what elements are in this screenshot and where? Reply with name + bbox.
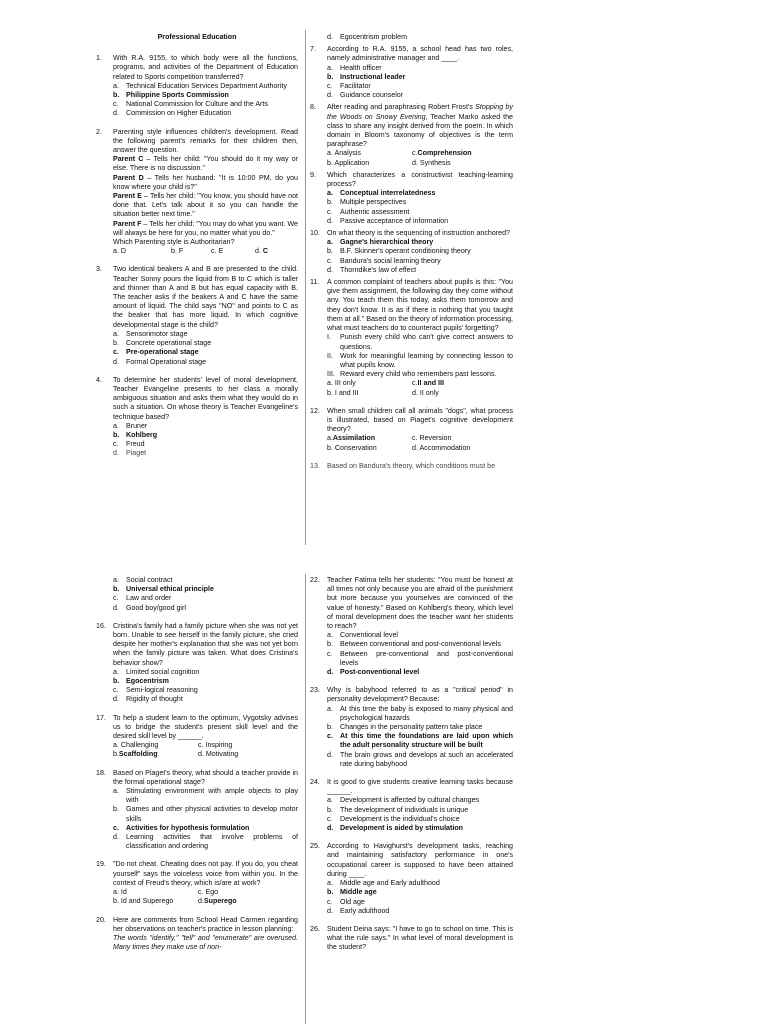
question-stem: A common complaint of teachers about pupils is this: "You give them assignment, the following day they come without any. You teach them this today, asks them tomorrow and they don't know. It is as if there is nothing that you taught them at all." Based on the theory of information processing, what must teachers do to counteract pupils' forgetting? xyxy=(327,278,513,333)
question-19: 19. "Do not cheat. Cheating does not pay. If you do, you cheat yourself" says the voiceless voice from within you. In the context of Freud's theory, which is/are at work? a. Id c. Ego b. Id and Superego d. Superego xyxy=(96,860,298,906)
option-d: d. Post-conventional level xyxy=(327,668,420,677)
question-stem: Which characterizes a constructivist teaching-learning process? xyxy=(327,170,513,189)
option-a: a. Development is affected by cultural changes xyxy=(327,796,480,805)
question-stem: Two identical beakers A and B are presented to the child. Teacher Sonny pours the liquid from B to C which is taller and thinner than A and B but has equal capacity with B. The teacher asks if the beakers A and C have the same amount of liquid. The child says "NO" and points to C as the beaker that has more liquid. In which cognitive developmental stage is the child? xyxy=(113,265,298,329)
column-divider xyxy=(305,30,306,545)
question-4: 4. To determine her students' level of moral development, Teacher Evangeline presents to her class a morally ambiguous situation and asks them what they would do in such a situation. On whose theory is Teacher Evangeline's technique based? a. Bruner b. Kohlberg c. Freud d. Piaget xyxy=(96,375,298,458)
question-12: 12. When small children call all animals "dogs", what process is illustrated, based on Piaget's cognitive development theory? a. Assimilation c. Reversion b. Conservation d. Accommodation xyxy=(310,406,513,452)
question-stem: According to R.A. 9155, a school head has two roles, namely administrative manager and ____. xyxy=(327,45,513,63)
question-prompt: Which Parenting style is Authoritarian? xyxy=(113,238,235,247)
question-1: 1. With R.A. 9155, to which body were all the functions, programs, and activities of the Department of Education related to Sports competition transferred? a. Technical Education Services Department Authority b. Philippine Sports Commission c. National Commission for Culture and the Arts d. Commission on Higher Education xyxy=(96,54,298,118)
question-10: 10. On what theory is the sequencing of instruction anchored? a. Gagne's hierarchical theory b. B.F. Skinner's operant conditioning theory c. Bandura's social learning theory d. Thorndike's law of effect xyxy=(310,229,513,275)
question-stem: Why is babyhood referred to as a "critical period" in personality development? Because: xyxy=(327,686,513,704)
question-8: 8. After reading and paraphrasing Robert Frost's Stopping by the Woods on Snowy Evening, Teacher Marko asked the class to share any insight derived from the poem. In which domain in Bloom's taxonomy of objectives is the term paraphrase? a. Analysis c. Comprehension b. Application d. Synthesis xyxy=(310,103,513,167)
option-a: a. Sensorimotor stage xyxy=(113,329,188,338)
option-d: d. Passive acceptance of information xyxy=(327,216,449,225)
left-column xyxy=(96,576,298,961)
option-a: a. Technical Education Services Department Authority xyxy=(113,81,287,90)
page-gap xyxy=(0,545,768,572)
option-b: b. Kohlberg xyxy=(113,430,158,439)
option-b: b. Egocentrism xyxy=(113,677,169,686)
option-c: c. Law and order xyxy=(113,594,172,603)
column-divider xyxy=(305,574,306,1024)
option-b: b. Changes in the personality pattern take place xyxy=(327,723,483,732)
question-stem: To help a student learn to the optimum, Vygotsky advises us to bridge the student's present skill level and the desired skill level by ______. xyxy=(113,713,298,741)
question-3: 3. Two identical beakers A and B are presented to the child. Teacher Sonny pours the liquid from B to C which is taller and thinner than A and B but has equal capacity with B. The teacher asks if the beakers A and C have the same amount of liquid. The child says "NO" and points to C as the beaker that has more liquid. In which cognitive developmental stage is the child? a. Sensorimotor stage b. Concrete operational stage c. Pre-operational stage d. Formal Operational stage xyxy=(96,265,298,366)
option-d: d. Formal Operational stage xyxy=(113,357,207,366)
question-stem: Cristina's family had a family picture when she was not yet born. Unable to see herself in the family picture, she cried despite her mother's explanation that she was not yet born when the family picture was taken. What does Cristina's behavior show? xyxy=(113,621,298,667)
question-stem: "Do not cheat. Cheating does not pay. If you do, you cheat yourself" says the voiceless voice from within you. In the context of Freud's theory, which is/are at work? xyxy=(113,860,298,887)
question-26: 26. Student Deina says: "I have to go to school on time. This is what the rule says." In what level of moral development is the student? xyxy=(310,924,513,952)
question-2: 2. Parenting style influences children's development. Read the following parent's remarks for their children then, answer the question. Parent C – Tells her child: "You should do it my way or else. There is no discussion." Parent D – Tells her husband: "It is 10:00 PM, do you know where your child is?" Parent E – Tells her child: "You know, you should have not done that. Let's talk about it so you can handle the situation better next time." Parent F – Tells her child: "You may do what you want. We will always be here for you, no matter what you do." Which Parenting style is Authoritarian? a. D b. F c. E d. C xyxy=(96,127,299,256)
option-b: b. Philippine Sports Commission xyxy=(113,91,229,100)
option-b: b. Concrete operational stage xyxy=(113,339,212,348)
question-stem: To determine her students' level of moral development, Teacher Evangeline presents to her class a morally ambiguous situation and asks them what they would do in such a situation. On whose theory is Teacher Evangeline's technique based? xyxy=(113,375,298,421)
option-c: c. National Commission for Culture and the Arts xyxy=(113,100,268,109)
question-15-tail xyxy=(96,576,298,613)
option-c: c. Facilitator xyxy=(327,82,371,91)
question-stem: With R.A. 9155, to which body were all the functions, programs, and activities of the Department of Education related to Sports competition transferred? xyxy=(113,54,298,81)
option-a: a. Conceptual interrelatedness xyxy=(327,189,436,198)
option-d: d. Thorndike's law of effect xyxy=(327,265,417,274)
options-row: b. Scaffolding d. Motivating xyxy=(113,750,239,759)
options-row: a. D b. F c. E d. C xyxy=(113,247,269,256)
question-24: 24. It is good to give students creative learning tasks because ______. a. Development is affected by cultural changes b. The development of individuals is unique c. Development is the individual's choice d. Development is aided by stimulation xyxy=(310,778,513,833)
option-a: a. Gagne's hierarchical theory xyxy=(327,238,434,247)
quoted-comment: The words "identify," "tell" and "enumerate" are overused. Many times they make use of non- xyxy=(113,933,298,952)
question-stem: Based on Piaget's theory, what should a teacher provide in the formal operational stage? xyxy=(113,768,298,786)
parent-d-remark: Parent D – Tells her husband: "It is 10:00 PM, do you know where your child is?" xyxy=(113,173,299,191)
option-b: b. Games and other physical activities to develop motor skills xyxy=(113,805,298,823)
question-22: 22. Teacher Fatima tells her students: "You must be honest at all times not only because you are afraid of the punishment but more because you yourselves are convinced of the value of honesty." Based on Kohlberg's theory, which level of moral development does the teacher want her students to reach? a. Conventional level b. Between conventional and post-conventional levels c. Between pre-conventional and post-conventional levels d. Post-conventional level xyxy=(310,576,513,677)
right-column xyxy=(310,576,513,962)
option-b: b. Multiple perspectives xyxy=(327,198,407,207)
option-c: c. Development is the individual's choice xyxy=(327,814,460,823)
option-d: d. Egocentrism problem xyxy=(327,33,408,41)
option-c: c. Between pre-conventional and post-conventional levels xyxy=(327,649,513,667)
option-c: c. Bandura's social learning theory xyxy=(327,256,441,265)
option-a: a. Limited social cognition xyxy=(113,667,200,676)
options-row: a. Id c. Ego xyxy=(113,888,219,897)
option-b: b. Between conventional and post-conventional levels xyxy=(327,640,501,649)
option-d: d. Piaget xyxy=(113,449,147,458)
option-d: d. Early adulthood xyxy=(327,906,390,915)
option-c: c. At this time the foundations are laid upon which the adult personality structure will be built xyxy=(327,732,513,750)
question-7: 7. According to R.A. 9155, a school head has two roles, namely administrative manager and ____. a. Health officer b. Instructional leader c. Facilitator d. Guidance counselor xyxy=(310,45,513,100)
question-9: 9. Which characterizes a constructivist teaching-learning process? a. Conceptual interrelatedness b. Multiple perspectives c. Authentic assessment d. Passive acceptance of information xyxy=(310,170,513,225)
question-stem: On what theory is the sequencing of instruction anchored? xyxy=(327,229,510,238)
option-d: d. Commission on Higher Education xyxy=(113,109,232,118)
parent-c-remark: Parent C – Tells her child: "You should do it my way or else. There is no discussion." xyxy=(113,155,299,173)
question-17: 17. To help a student learn to the optimum, Vygotsky advises us to bridge the student's present skill level and the desired skill level by ______. a. Challenging c. Inspiring b. Scaffolding d. Motivating xyxy=(96,713,298,759)
question-18: 18. Based on Piaget's theory, what should a teacher provide in the formal operational stage? a. Stimulating environment with ample objects to play with b. Games and other physical activities to develop motor skills c. Activities for hypothesis formulation d. Learning activities that involve problems of classification and ordering xyxy=(96,768,298,851)
option-c: c. Activities for hypothesis formulation xyxy=(113,823,250,832)
option-a: a. Bruner xyxy=(113,421,148,430)
question-16: 16. Cristina's family had a family picture when she was not yet born. Unable to see herself in the family picture, she cried despite her mother's explanation that she was not yet born when the family picture was taken. What does Cristina's behavior show? a. Limited social cognition b. Egocentrism c. Semi-logical reasoning d. Rigidity of thought xyxy=(96,621,298,704)
options-row: b. Application d. Synthesis xyxy=(327,158,451,167)
question-stem: Based on Bandura's theory, which conditions must be xyxy=(327,461,496,470)
options-row: b. Conservation d. Accommodation xyxy=(327,443,471,452)
right-column xyxy=(310,33,513,480)
option-c: c. Authentic assessment xyxy=(327,207,410,216)
parent-f-remark: Parent F – Tells her child: "You may do what you want. We will always be here for you, no matter what you do." xyxy=(113,219,298,237)
option-d: d. Guidance counselor xyxy=(327,91,404,100)
question-23: 23. Why is babyhood referred to as a "critical period" in personality development? Because: a. At this time the baby is exposed to many physical and psychological hazards b. Changes in the personality pattern take place c. At this time the foundations are laid upon which the adult personality structure will be built d. The brain grows and develops at such an accelerated rate during babyhood xyxy=(310,686,513,768)
question-25: 25. According to Havighurst's development tasks, reaching and maintaining satisfactory performance in one's occupational career is supposed to have been attained during ____. a. Middle age and Early adulthood b. Middle age c. Old age d. Early adulthood xyxy=(310,842,513,915)
option-a: a. Conventional level xyxy=(327,631,398,640)
options-row: a. III only c. II and III xyxy=(327,379,444,388)
option-d: d. Good boy/good girl xyxy=(113,603,186,612)
options-row: a. Challenging c. Inspiring xyxy=(113,741,233,750)
question-stem: According to Havighurst's development tasks, reaching and maintaining satisfactory performance in one's occupational career is supposed to have been attained during ____. xyxy=(327,842,513,878)
question-stem: Parenting style influences children's development. Read the following parent's remarks for their children then, answer the question. xyxy=(113,127,298,155)
options-row: a. Analysis c. Comprehension xyxy=(327,149,472,158)
option-b: b. B.F. Skinner's operant conditioning theory xyxy=(327,247,471,256)
page-title: Professional Education xyxy=(157,33,237,41)
option-c: c. Semi-logical reasoning xyxy=(113,686,198,695)
options-row: b. Id and Superego d. Superego xyxy=(113,897,237,906)
question-stem: Student Deina says: "I have to go to school on time. This is what the rule says." In what level of moral development is the student? xyxy=(327,924,513,952)
question-stem: It is good to give students creative learning tasks because ______. xyxy=(327,778,513,796)
option-a: a. Stimulating environment with ample objects to play with xyxy=(113,787,298,805)
question-20: 20. Here are comments from School Head Carmen regarding her observations on teacher's practice in lesson planning: The words "identify," "tell" and "enumerate" are overused. Many times they make use of non- xyxy=(96,915,298,952)
parent-e-remark: Parent E – Tells her child: "You know, you should have not done that. Let's talk about it so you can handle the situation better next time." xyxy=(113,192,298,219)
option-c: c. Freud xyxy=(113,440,145,449)
document-page-2 xyxy=(0,572,768,1024)
question-11: 11. A common complaint of teachers about pupils is this: "You give them assignment, the following day they come without any. You teach them this today, asks them tomorrow and they don't know. It is as if there is nothing that you taught them at all." Based on the theory of information processing, what must teachers do to counteract pupils' forgetting? I. Punish every child who can't give correct answers to questions. II. Work for meaningful learning by connecting lesson to what pupils know. III. Reward every child who remembers past lessons. a. III only c. II and III b. I and III d. II only xyxy=(310,278,513,397)
option-b: b. Instructional leader xyxy=(327,72,406,81)
question-stem: When small children call all animals "dogs", what process is illustrated, based on Piaget's cognitive development theory? xyxy=(327,406,513,434)
statement-iii: III. Reward every child who remembers past lessons. xyxy=(327,370,497,379)
option-d: d. The brain grows and develops at such an accelerated rate during babyhood xyxy=(327,750,513,768)
statement-i: I. Punish every child who can't give correct answers to questions. xyxy=(327,333,513,351)
left-column xyxy=(96,33,298,462)
option-c: c. Old age xyxy=(327,897,365,906)
option-a: a. Social contract xyxy=(113,576,173,584)
options-row: b. I and III d. II only xyxy=(327,388,439,397)
question-13: 13. Based on Bandura's theory, which conditions must be xyxy=(310,462,513,471)
option-b: b. Universal ethical principle xyxy=(113,585,214,594)
option-b: b. Middle age xyxy=(327,888,377,897)
question-stem: After reading and paraphrasing Robert Frost's Stopping by the Woods on Snowy Evening, Teacher Marko asked the class to share any insight derived from the poem. In which domain in Bloom's taxonomy of objectives is the term paraphrase? xyxy=(327,103,513,149)
option-a: a. Middle age and Early adulthood xyxy=(327,879,440,888)
option-d: d. Learning activities that involve problems of classification and ordering xyxy=(113,833,298,851)
options-row: a. Assimilation c. Reversion xyxy=(327,434,452,443)
option-d: d. Rigidity of thought xyxy=(113,695,183,704)
option-a: a. At this time the baby is exposed to many physical and psychological hazards xyxy=(327,704,513,722)
option-a: a. Health officer xyxy=(327,63,382,72)
question-6-tail xyxy=(310,33,513,42)
option-d: d. Development is aided by stimulation xyxy=(327,824,463,833)
statement-ii: II. Work for meaningful learning by connecting lesson to what pupils know. xyxy=(327,351,513,369)
option-c: c. Pre-operational stage xyxy=(113,348,199,357)
option-b: b. The development of individuals is unique xyxy=(327,805,469,814)
question-stem: Teacher Fatima tells her students: "You must be honest at all times not only because you are afraid of the punishment but more because you yourselves are convinced of the value of honesty." Based on Kohlberg's theory, which level of moral development does the teacher want her students to reach? xyxy=(327,576,513,631)
question-stem: Here are comments from School Head Carmen regarding her observations on teacher's practice in lesson planning: xyxy=(113,915,298,933)
